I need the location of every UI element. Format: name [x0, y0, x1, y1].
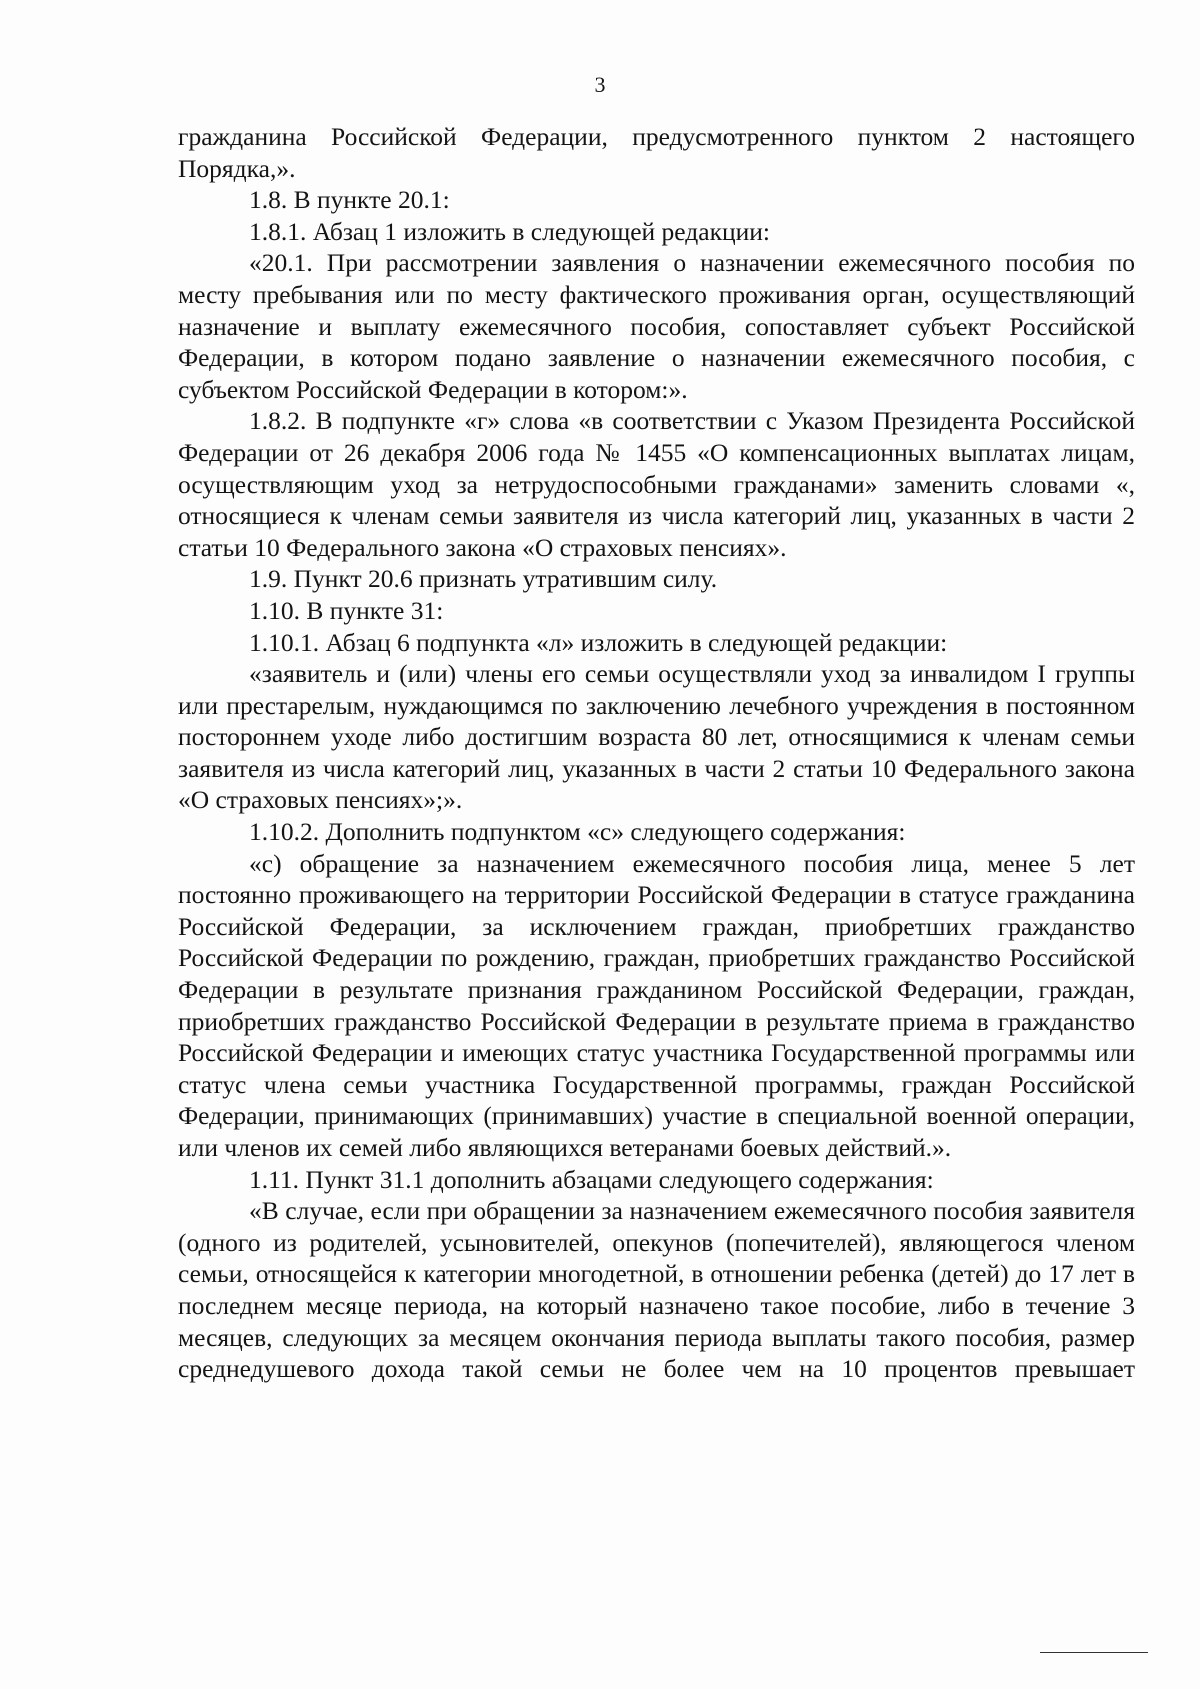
paragraph: 1.9. Пункт 20.6 признать утратившим силу. [249, 564, 718, 594]
paragraph: 1.10.2. Дополнить подпунктом «с» следующего содержания: [249, 817, 906, 847]
page-number: 3 [594, 72, 606, 97]
paragraph: 1.10.1. Абзац 6 подпункта «л» изложить в следующей редакции: [249, 627, 948, 657]
paragraph: 1.11. Пункт 31.1 дополнить абзацами следующего содержания: [249, 1164, 934, 1194]
footer-rule [1040, 1652, 1148, 1653]
paragraph: 1.8. В пункте 20.1: [249, 185, 450, 215]
paragraph: гражданина Российской Федерации, предусмотренного пунктом 2 настоящего Порядка,». [178, 122, 1135, 183]
paragraph: 1.10. В пункте 31: [249, 595, 444, 625]
paragraph: «20.1. При рассмотрении заявления о назначении ежемесячного пособия по месту пребывания или по месту фактического проживания орган, осуществляющий назначение и выплату ежемесячного пособия, сопоставляет субъект Российской Федерации, в котором подано заявление о назначении ежемесячного пособия, с субъектом Российской Федерации в котором:». [178, 248, 1135, 404]
paragraph: «В случае, если при обращении за назначением ежемесячного пособия заявителя (одного из родителей, усыновителей, опекунов (попечителей), являющегося членом семьи, относящейся к категории многодетной, в отношении ребенка (детей) до 17 лет в последнем месяце периода, на который назначено такое пособие, либо в течение 3 месяцев, следующих за месяцем окончания периода выплаты такого пособия, размер среднедушевого дохода такой семьи не более чем на 10 процентов превышает [178, 1196, 1135, 1384]
paragraph: «с) обращение за назначением ежемесячного пособия лица, менее 5 лет постоянно проживающего на территории Российской Федерации в статусе гражданина Российской Федерации, за исключением граждан, приобретших гражданство Российской Федерации по рождению, граждан, приобретших гражданство Российской Федерации в результате признания гражданином Российской Федерации, граждан, приобретших гражданство Российской Федерации в результате приема в гражданство Российской Федерации и имеющих статус участника Государственной программы или статус члена семьи участника Государственной программы, граждан Российской Федерации, принимающих (принимавших) участие в специальной военной операции, или членов их семей либо являющихся ветеранами боевых действий.». [178, 848, 1135, 1162]
paragraph: 1.8.1. Абзац 1 изложить в следующей редакции: [249, 216, 770, 246]
document-body [178, 121, 1135, 1385]
paragraph: 1.8.2. В подпункте «г» слова «в соответствии с Указом Президента Российской Федерации от 26 декабря 2006 года № 1455 «О компенсационных выплатах лицам, осуществляющим уход за нетрудоспособными гражданами» заменить словами «, относящиеся к членам семьи заявителя из числа категорий лиц, указанных в части 2 статьи 10 Федерального закона «О страховых пенсиях». [178, 406, 1135, 562]
paragraph: «заявитель и (или) члены его семьи осуществляли уход за инвалидом I группы или престарелым, нуждающимся по заключению лечебного учреждения в постоянном постороннем уходе либо достигшим возраста 80 лет, относящимися к членам семьи заявителя из числа категорий лиц, указанных в части 2 статьи 10 Федерального закона «О страховых пенсиях»;». [178, 659, 1135, 815]
